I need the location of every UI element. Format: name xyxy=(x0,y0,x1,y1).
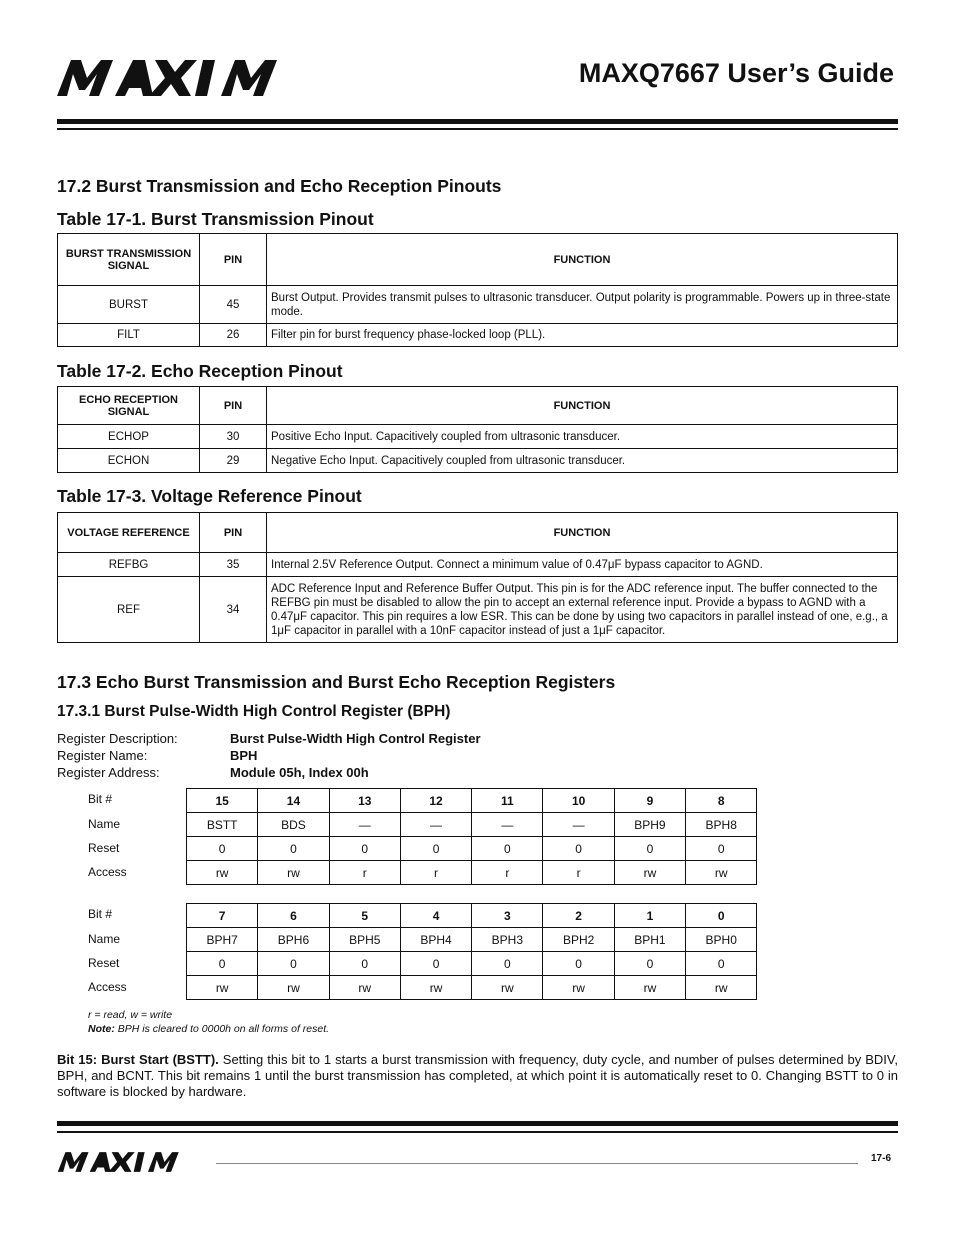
bit-reset: 0 xyxy=(258,952,329,976)
signal-cell: ECHON xyxy=(58,449,200,473)
table-row xyxy=(58,324,898,347)
bit-name: BPH0 xyxy=(686,928,757,952)
bit-number: 15 xyxy=(187,789,258,813)
row-label-name: Name xyxy=(88,932,121,946)
bit-number: 9 xyxy=(614,789,685,813)
bit-reset: 0 xyxy=(400,952,471,976)
bit-access: rw xyxy=(686,976,757,1000)
bit15-text: Setting this bit to 1 starts a burst transmission with frequency, duty cycle, and number of pulses determined by BDIV, BPH, and BCNT. This bit remains 1 until the burst transmission has completed, at which point it is automatically reset to 0. Changing BSTT to 0 in software is blocked by hardware. xyxy=(57,1052,899,1099)
bit-reset: 0 xyxy=(329,952,400,976)
bit-number: 3 xyxy=(472,904,543,928)
bit-reset: 0 xyxy=(686,837,757,861)
column-header: FUNCTION xyxy=(267,387,898,425)
header-rule xyxy=(57,119,898,124)
bit-reset: 0 xyxy=(187,837,258,861)
column-header: PIN xyxy=(200,234,267,286)
bit15-description xyxy=(57,1052,898,1100)
note-text: BPH is cleared to 0000h on all forms of reset. xyxy=(114,1023,330,1035)
bit-name: BPH1 xyxy=(614,928,685,952)
bit-number: 7 xyxy=(187,904,258,928)
register-info xyxy=(57,731,557,783)
table-caption: Table 17-1. Burst Transmission Pinout xyxy=(57,209,374,229)
document-title: MAXQ7667 User’s Guide xyxy=(578,58,894,88)
table-row xyxy=(58,553,898,577)
bit-number: 8 xyxy=(686,789,757,813)
column-header: BURST TRANSMISSION SIGNAL xyxy=(58,234,200,286)
pin-cell: 35 xyxy=(200,553,267,577)
row-label-reset: Reset xyxy=(88,841,120,855)
bit-reset: 0 xyxy=(543,952,614,976)
function-cell: ADC Reference Input and Reference Buffer Output. This pin is for the ADC reference input. The buffer connected to the REFBG pin must be disabled to allow the pin to accept an external reference input. Provide a bypass to AGND with a 0.47μF capacitor. This pin requires a low ESR. This can be done by using two capacitors in parallel instead of one, e.g., a 1μF capacitor in parallel with a 10nF capacitor instead of just a 1μF capacitor. xyxy=(267,577,898,643)
column-header: PIN xyxy=(200,513,267,553)
echo-reception-table xyxy=(57,386,898,473)
bit-reset: 0 xyxy=(400,837,471,861)
footer-maxim-logo xyxy=(57,1151,207,1178)
pin-cell: 26 xyxy=(200,324,267,347)
maxim-logo-mark xyxy=(57,58,327,98)
bit-number: 0 xyxy=(686,904,757,928)
bit-name: — xyxy=(472,813,543,837)
bit-access: rw xyxy=(187,976,258,1000)
pin-cell: 30 xyxy=(200,425,267,449)
footer-rule xyxy=(57,1121,898,1126)
bit-access-row xyxy=(187,976,757,1000)
bit-name: BSTT xyxy=(187,813,258,837)
column-header: VOLTAGE REFERENCE xyxy=(58,513,200,553)
table-row xyxy=(58,449,898,473)
bit-reset: 0 xyxy=(472,952,543,976)
register-description-label: Register Description: xyxy=(57,731,178,746)
bit-number: 6 xyxy=(258,904,329,928)
burst-transmission-table xyxy=(57,233,898,347)
pin-cell: 45 xyxy=(200,286,267,324)
register-description-value: Burst Pulse-Width High Control Register xyxy=(230,731,481,746)
row-label-bit: Bit # xyxy=(88,907,113,921)
footer-logo-mark xyxy=(57,1151,207,1173)
column-header: PIN xyxy=(200,387,267,425)
table-row xyxy=(58,286,898,324)
bit-name-row xyxy=(187,928,757,952)
function-cell: Burst Output. Provides transmit pulses to ultrasonic transducer. Output polarity is programmable. Powers up in three-state mode. xyxy=(267,286,898,324)
function-cell: Filter pin for burst frequency phase-locked loop (PLL). xyxy=(267,324,898,347)
bit-name: BDS xyxy=(258,813,329,837)
bit15-label: Bit 15: Burst Start (BSTT). xyxy=(57,1052,219,1067)
row-label-reset: Reset xyxy=(88,956,120,970)
register-address-label: Register Address: xyxy=(57,765,160,780)
bit-reset-row xyxy=(187,952,757,976)
section-heading: 17.3 Echo Burst Transmission and Burst Echo Reception Registers xyxy=(57,672,616,692)
column-header: FUNCTION xyxy=(267,234,898,286)
subsection-heading: 17.3.1 Burst Pulse-Width High Control Register (BPH) xyxy=(57,703,451,720)
bit-access: rw xyxy=(472,976,543,1000)
row-label-name: Name xyxy=(88,817,121,831)
signal-cell: REF xyxy=(58,577,200,643)
bit-access: rw xyxy=(400,976,471,1000)
bit-reset: 0 xyxy=(543,837,614,861)
signal-cell: BURST xyxy=(58,286,200,324)
bit-number-row xyxy=(187,789,757,813)
reset-note xyxy=(88,1022,329,1036)
bit-access: r xyxy=(400,861,471,885)
bit-access: rw xyxy=(258,976,329,1000)
footer-rule-thin xyxy=(57,1131,898,1133)
function-cell: Internal 2.5V Reference Output. Connect a minimum value of 0.47μF bypass capacitor to AGND. xyxy=(267,553,898,577)
bit-number: 12 xyxy=(400,789,471,813)
row-label-access: Access xyxy=(88,980,127,994)
bit-number-row xyxy=(187,904,757,928)
column-header: ECHO RECEPTION SIGNAL xyxy=(58,387,200,425)
header-rule-thin xyxy=(57,128,898,130)
bit-number: 14 xyxy=(258,789,329,813)
bit-number: 10 xyxy=(543,789,614,813)
bit-access: rw xyxy=(614,861,685,885)
bit-name: BPH5 xyxy=(329,928,400,952)
bit-name: BPH3 xyxy=(472,928,543,952)
bit-reset: 0 xyxy=(472,837,543,861)
bit-access: r xyxy=(472,861,543,885)
bit-name: BPH6 xyxy=(258,928,329,952)
table-caption: Table 17-2. Echo Reception Pinout xyxy=(57,361,343,381)
table-caption: Table 17-3. Voltage Reference Pinout xyxy=(57,486,362,506)
bit-access-row xyxy=(187,861,757,885)
bit-reset: 0 xyxy=(686,952,757,976)
bit-name: BPH7 xyxy=(187,928,258,952)
bit-number: 2 xyxy=(543,904,614,928)
bit-access: rw xyxy=(543,976,614,1000)
function-cell: Negative Echo Input. Capacitively coupled from ultrasonic transducer. xyxy=(267,449,898,473)
bit-name: BPH8 xyxy=(686,813,757,837)
register-notes xyxy=(88,1008,329,1036)
bit-access: rw xyxy=(187,861,258,885)
register-name-label: Register Name: xyxy=(57,748,148,763)
column-header: FUNCTION xyxy=(267,513,898,553)
voltage-reference-table xyxy=(57,512,898,643)
bit-number: 13 xyxy=(329,789,400,813)
bit-reset-row xyxy=(187,837,757,861)
footer-divider xyxy=(216,1163,858,1164)
register-row-labels xyxy=(88,907,178,1003)
bit-access: r xyxy=(329,861,400,885)
bit-name: — xyxy=(543,813,614,837)
row-label-bit: Bit # xyxy=(88,792,113,806)
bit-access: r xyxy=(543,861,614,885)
bit-access: rw xyxy=(329,976,400,1000)
signal-cell: FILT xyxy=(58,324,200,347)
pin-cell: 34 xyxy=(200,577,267,643)
note-label: Note: xyxy=(88,1023,115,1035)
bit-name: — xyxy=(400,813,471,837)
bit-reset: 0 xyxy=(258,837,329,861)
row-label-access: Access xyxy=(88,865,127,879)
register-map-low xyxy=(186,903,757,1000)
bit-number: 11 xyxy=(472,789,543,813)
register-name-value: BPH xyxy=(230,748,258,763)
pin-cell: 29 xyxy=(200,449,267,473)
register-row-labels xyxy=(88,792,178,888)
function-cell: Positive Echo Input. Capacitively coupled from ultrasonic transducer. xyxy=(267,425,898,449)
section-heading: 17.2 Burst Transmission and Echo Reception Pinouts xyxy=(57,176,502,196)
bit-name: BPH9 xyxy=(614,813,685,837)
bit-number: 4 xyxy=(400,904,471,928)
bit-reset: 0 xyxy=(329,837,400,861)
maxim-logo xyxy=(57,58,327,103)
page-number: 17-6 xyxy=(870,1153,891,1164)
bit-reset: 0 xyxy=(614,837,685,861)
register-address-value: Module 05h, Index 00h xyxy=(230,765,369,780)
bit-reset: 0 xyxy=(614,952,685,976)
bit-name: — xyxy=(329,813,400,837)
table-row xyxy=(58,577,898,643)
bit-name-row xyxy=(187,813,757,837)
signal-cell: ECHOP xyxy=(58,425,200,449)
bit-name: BPH4 xyxy=(400,928,471,952)
bit-reset: 0 xyxy=(187,952,258,976)
bit-number: 5 xyxy=(329,904,400,928)
access-legend: r = read, w = write xyxy=(88,1009,173,1021)
signal-cell: REFBG xyxy=(58,553,200,577)
bit-name: BPH2 xyxy=(543,928,614,952)
bit-access: rw xyxy=(686,861,757,885)
bit-access: rw xyxy=(614,976,685,1000)
table-row xyxy=(58,425,898,449)
register-map-high xyxy=(186,788,757,885)
bit-access: rw xyxy=(258,861,329,885)
bit-number: 1 xyxy=(614,904,685,928)
